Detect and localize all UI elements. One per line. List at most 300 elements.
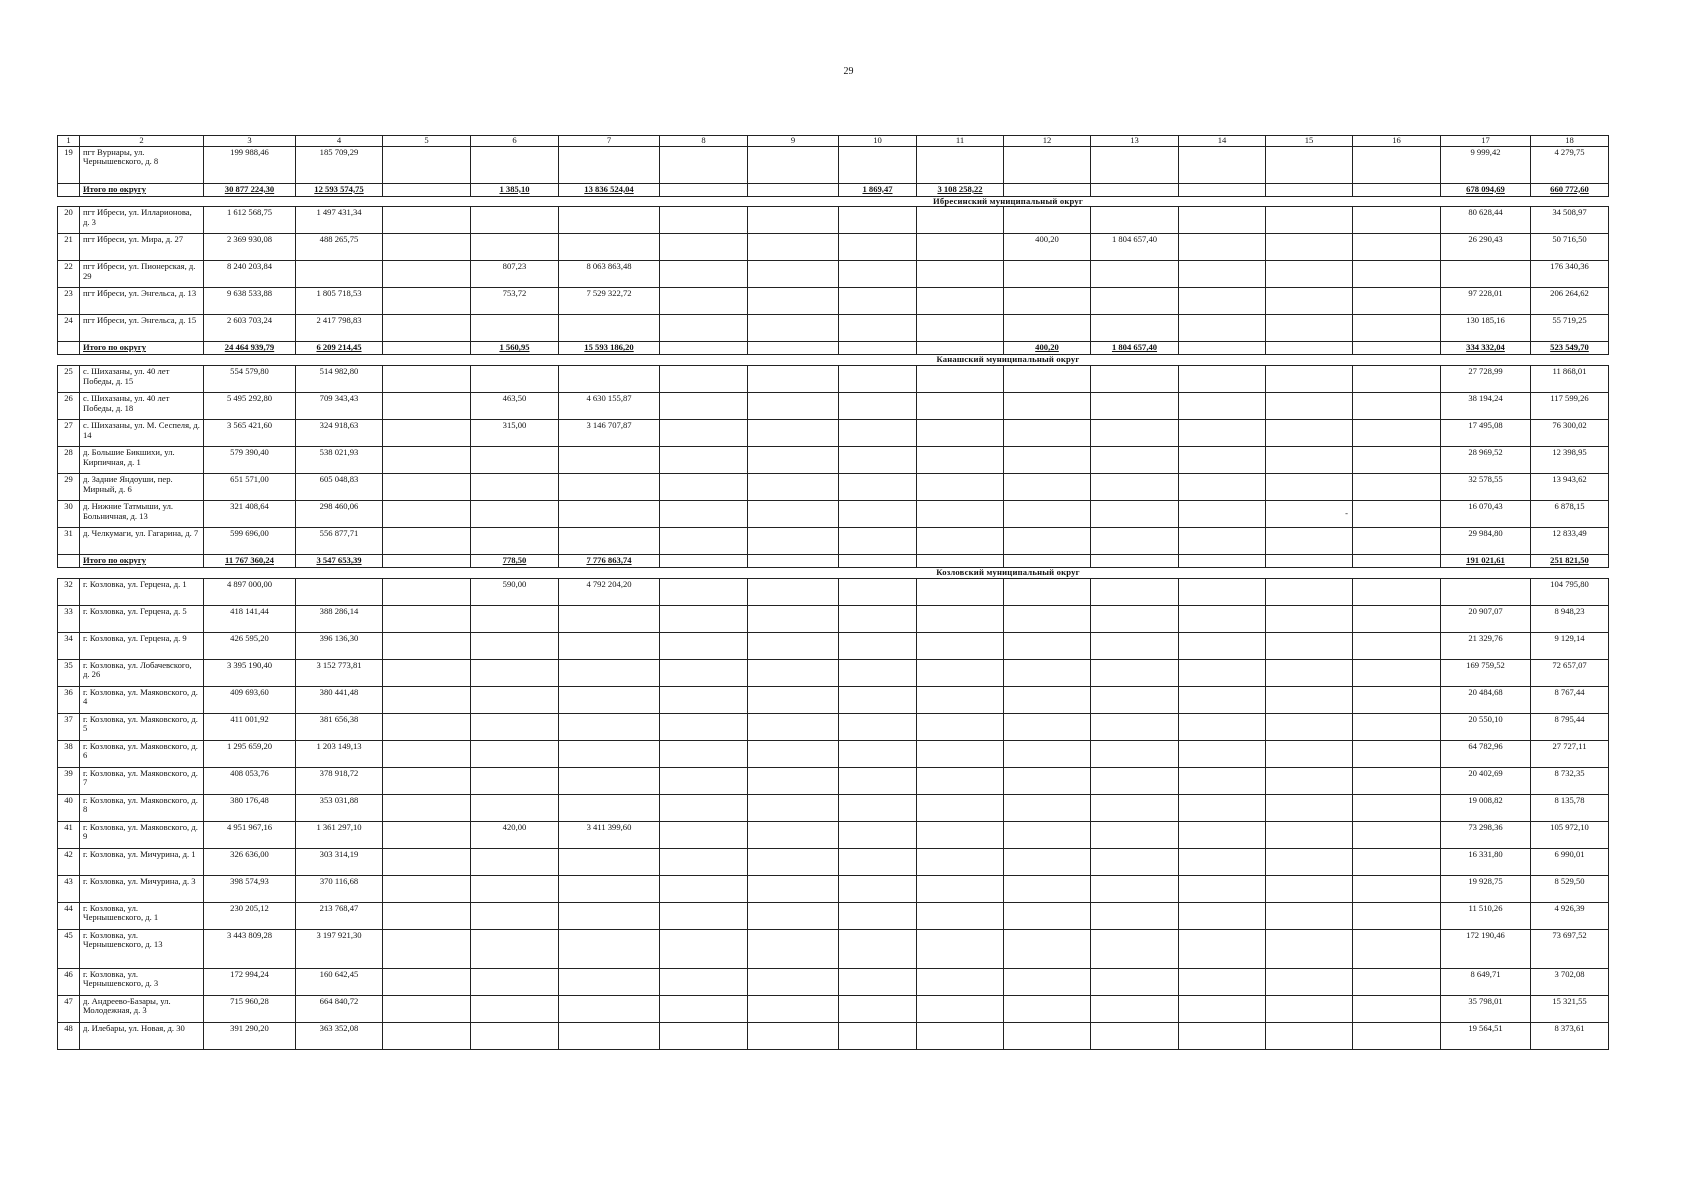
table-cell: 590,00 [471,578,559,605]
table-cell: 1 612 568,75 [204,207,296,234]
table-cell [559,794,660,821]
total-cell [1004,183,1091,196]
table-cell: 185 709,29 [296,146,383,183]
table-cell: 12 398,95 [1531,446,1609,473]
table-cell: 9 999,42 [1441,146,1531,183]
table-cell [1004,315,1091,342]
table-cell [383,146,471,183]
row-number: 33 [58,605,80,632]
total-cell: 660 772,60 [1531,183,1609,196]
table-cell [471,686,559,713]
table-row [58,929,1609,968]
table-cell: 4 630 155,87 [559,392,660,419]
table-cell [748,315,839,342]
table-cell [1179,929,1266,968]
table-cell [660,261,748,288]
table-cell [917,659,1004,686]
table-cell: 381 656,38 [296,713,383,740]
table-cell [917,473,1004,500]
table-cell [1091,605,1179,632]
table-cell [1179,1022,1266,1049]
table-cell: 206 264,62 [1531,288,1609,315]
district-title-text: Канашский муниципальный округ [936,354,1080,365]
table-cell: 1 497 431,34 [296,207,383,234]
table-cell [1091,848,1179,875]
total-cell [660,183,748,196]
table-cell [1179,767,1266,794]
table-cell: 380 441,48 [296,686,383,713]
table-cell [748,821,839,848]
total-cell: 1 869,47 [839,183,917,196]
table-cell [471,794,559,821]
table-cell [471,848,559,875]
table-row [58,875,1609,902]
table-cell: 418 141,44 [204,605,296,632]
table-cell [1179,446,1266,473]
column-number: 10 [839,136,917,147]
table-cell [1179,234,1266,261]
table-cell: 176 340,36 [1531,261,1609,288]
table-cell: 378 918,72 [296,767,383,794]
address-cell: с. Шихазаны, ул. 40 лет Победы, д. 18 [80,392,204,419]
table-cell: 172 994,24 [204,968,296,995]
table-cell [748,288,839,315]
total-cell [1179,183,1266,196]
total-label: Итого по округу [80,183,204,196]
address-cell: д. Челкумаги, ул. Гагарина, д. 7 [80,527,204,554]
table-cell: 8 063 863,48 [559,261,660,288]
total-cell: 1 385,10 [471,183,559,196]
table-cell [917,392,1004,419]
table-cell [917,527,1004,554]
table-row [58,995,1609,1022]
table-cell [748,995,839,1022]
table-cell [1266,875,1353,902]
table-cell [559,207,660,234]
table-cell [559,315,660,342]
table-cell: 7 529 322,72 [559,288,660,315]
table-cell: 4 951 967,16 [204,821,296,848]
table-cell: 104 795,80 [1531,578,1609,605]
table-cell [839,578,917,605]
table-cell: 1 203 149,13 [296,740,383,767]
total-cell: 12 593 574,75 [296,183,383,196]
table-cell [559,713,660,740]
table-cell [917,632,1004,659]
table-cell [1266,686,1353,713]
table-cell [839,740,917,767]
table-row [58,527,1609,554]
table-cell [383,929,471,968]
table-cell [660,146,748,183]
table-cell [917,578,1004,605]
table-cell [471,365,559,392]
column-number: 15 [1266,136,1353,147]
table-cell [296,261,383,288]
table-cell [660,686,748,713]
table-cell [383,365,471,392]
table-cell: 213 768,47 [296,902,383,929]
table-cell: 411 001,92 [204,713,296,740]
table-cell [839,659,917,686]
table-cell [748,392,839,419]
table-cell [1353,527,1441,554]
table-cell: 420,00 [471,821,559,848]
table-cell [1179,288,1266,315]
table-cell [383,740,471,767]
table-cell [1091,473,1179,500]
table-cell [917,968,1004,995]
table-cell: 1 805 718,53 [296,288,383,315]
table-cell [1179,527,1266,554]
column-number: 18 [1531,136,1609,147]
table-cell [559,659,660,686]
table-cell: 73 298,36 [1441,821,1531,848]
table-cell: 8 135,78 [1531,794,1609,821]
table-cell [748,146,839,183]
table-row [58,473,1609,500]
funding-table [57,135,1609,1050]
table-cell: 72 657,07 [1531,659,1609,686]
table-cell [1004,713,1091,740]
table-cell [1266,968,1353,995]
table-cell [1091,659,1179,686]
total-cell [1353,342,1441,355]
table-cell: 32 578,55 [1441,473,1531,500]
table-cell [748,500,839,527]
address-cell: пгт Ибреси, ул. Мира, д. 27 [80,234,204,261]
address-cell: г. Козловка, ул. Чернышевского, д. 3 [80,968,204,995]
total-cell: 678 094,69 [1441,183,1531,196]
table-cell [383,392,471,419]
column-number: 4 [296,136,383,147]
address-cell: г. Козловка, ул. Мичурина, д. 3 [80,875,204,902]
total-cell [383,342,471,355]
table-cell [1179,821,1266,848]
table-cell: 16 070,43 [1441,500,1531,527]
table-cell: 20 484,68 [1441,686,1531,713]
district-total-row [58,342,1609,355]
table-cell [1353,875,1441,902]
table-row [58,500,1609,527]
table-cell [1004,740,1091,767]
table-cell [839,261,917,288]
table-cell [1004,929,1091,968]
total-cell [383,554,471,567]
row-number: 22 [58,261,80,288]
table-cell [383,1022,471,1049]
table-cell [383,713,471,740]
table-cell [660,794,748,821]
table-cell [383,632,471,659]
table-cell [1266,288,1353,315]
table-cell [1091,446,1179,473]
table-cell [660,605,748,632]
table-cell [1266,446,1353,473]
table-cell: 391 290,20 [204,1022,296,1049]
column-number: 17 [1441,136,1531,147]
table-cell [1091,968,1179,995]
table-cell [559,968,660,995]
table-cell: 321 408,64 [204,500,296,527]
table-cell: 17 495,08 [1441,419,1531,446]
table-cell: 19 008,82 [1441,794,1531,821]
table-cell [660,500,748,527]
table-cell [1266,767,1353,794]
column-number: 6 [471,136,559,147]
table-cell: 76 300,02 [1531,419,1609,446]
table-cell [1091,995,1179,1022]
column-number: 7 [559,136,660,147]
table-cell [1004,446,1091,473]
table-cell [1091,767,1179,794]
table-cell: 160 642,45 [296,968,383,995]
table-cell [748,632,839,659]
table-cell [839,875,917,902]
table-cell [1004,578,1091,605]
table-cell [1266,1022,1353,1049]
table-cell: 13 943,62 [1531,473,1609,500]
address-cell: с. Шихазаны, ул. 40 лет Победы, д. 15 [80,365,204,392]
table-cell: 324 918,63 [296,419,383,446]
table-cell [559,500,660,527]
table-cell [1266,632,1353,659]
table-cell [748,767,839,794]
table-cell [839,767,917,794]
table-cell [660,288,748,315]
row-number: 27 [58,419,80,446]
table-cell [1004,207,1091,234]
table-cell [1353,902,1441,929]
address-cell: с. Шихазаны, ул. М. Сеспеля, д. 14 [80,419,204,446]
total-cell [839,342,917,355]
table-cell: 130 185,16 [1441,315,1531,342]
district-title-text: Ибресинский муниципальный округ [933,196,1083,206]
table-cell: 19 928,75 [1441,875,1531,902]
address-cell: пгт Ибреси, ул. Пионерская, д. 29 [80,261,204,288]
address-cell: г. Козловка, ул. Герцена, д. 5 [80,605,204,632]
table-cell [917,1022,1004,1049]
row-number: 45 [58,929,80,968]
table-cell [917,419,1004,446]
table-cell [660,1022,748,1049]
table-cell [1353,446,1441,473]
table-cell [383,288,471,315]
row-number: 44 [58,902,80,929]
row-number [58,342,80,355]
table-cell: 1 295 659,20 [204,740,296,767]
table-cell [1266,821,1353,848]
table-cell [1266,578,1353,605]
table-cell: 6 878,15 [1531,500,1609,527]
table-cell [559,767,660,794]
table-cell [660,740,748,767]
table-cell [1353,473,1441,500]
table-cell [1004,794,1091,821]
table-cell [839,365,917,392]
district-section-row [58,196,1609,207]
table-cell [471,605,559,632]
table-cell [1179,578,1266,605]
table-cell [383,767,471,794]
table-cell [1266,365,1353,392]
total-cell: 400,20 [1004,342,1091,355]
row-number: 37 [58,713,80,740]
table-cell [839,605,917,632]
column-number: 16 [1353,136,1441,147]
row-number: 48 [58,1022,80,1049]
table-row [58,392,1609,419]
table-cell [917,929,1004,968]
row-number: 41 [58,821,80,848]
table-cell [1353,234,1441,261]
table-cell [839,207,917,234]
total-label: Итого по округу [80,554,204,567]
table-cell [748,740,839,767]
column-number: 12 [1004,136,1091,147]
table-cell [1266,234,1353,261]
table-cell [1004,632,1091,659]
table-cell: 27 727,11 [1531,740,1609,767]
table-cell [1004,848,1091,875]
table-cell [917,315,1004,342]
table-cell: 105 972,10 [1531,821,1609,848]
table-cell [1179,419,1266,446]
table-cell: 20 550,10 [1441,713,1531,740]
table-cell [839,473,917,500]
table-cell [471,500,559,527]
table-cell [839,500,917,527]
table-cell [471,527,559,554]
table-cell [383,794,471,821]
table-cell [1091,632,1179,659]
table-cell [1266,392,1353,419]
table-cell [471,446,559,473]
address-cell: г. Козловка, ул. Маяковского, д. 8 [80,794,204,821]
address-cell: г. Козловка, ул. Маяковского, д. 4 [80,686,204,713]
row-number: 32 [58,578,80,605]
table-cell: 538 021,93 [296,446,383,473]
table-cell [559,446,660,473]
row-number: 28 [58,446,80,473]
table-cell: 1 361 297,10 [296,821,383,848]
table-cell [383,527,471,554]
table-cell [1004,500,1091,527]
table-cell [1179,392,1266,419]
table-cell: 8 767,44 [1531,686,1609,713]
table-cell: 514 982,80 [296,365,383,392]
table-cell: 29 984,80 [1441,527,1531,554]
table-cell: 409 693,60 [204,686,296,713]
table-cell [1266,261,1353,288]
table-cell [1091,365,1179,392]
row-number: 20 [58,207,80,234]
total-cell [917,554,1004,567]
total-cell: 24 464 939,79 [204,342,296,355]
table-cell: 1 804 657,40 [1091,234,1179,261]
table-cell: 3 443 809,28 [204,929,296,968]
row-number: 39 [58,767,80,794]
table-cell [296,578,383,605]
district-section-title [58,196,1609,207]
table-cell [1266,146,1353,183]
total-cell [1179,342,1266,355]
table-cell [559,365,660,392]
table-cell [839,527,917,554]
table-cell [471,146,559,183]
table-cell: 9 129,14 [1531,632,1609,659]
total-cell [1353,554,1441,567]
table-cell [1179,995,1266,1022]
column-number-row [58,136,1609,147]
table-cell [1004,902,1091,929]
table-cell: 15 321,55 [1531,995,1609,1022]
row-number: 23 [58,288,80,315]
total-cell: 1 560,95 [471,342,559,355]
table-cell: 315,00 [471,419,559,446]
table-cell: 3 702,08 [1531,968,1609,995]
table-cell [660,473,748,500]
table-cell [471,207,559,234]
row-number: 31 [58,527,80,554]
address-cell: пгт Ибреси, ул. Энгельса, д. 13 [80,288,204,315]
table-cell: 8 732,35 [1531,767,1609,794]
table-cell: 2 417 798,83 [296,315,383,342]
column-number: 3 [204,136,296,147]
table-cell [1179,686,1266,713]
table-cell [660,875,748,902]
table-cell [839,632,917,659]
table-cell [1091,261,1179,288]
table-cell [1353,995,1441,1022]
table-cell [1266,995,1353,1022]
total-cell [1353,183,1441,196]
address-cell: г. Козловка, ул. Лобачевского, д. 26 [80,659,204,686]
total-label: Итого по округу [80,342,204,355]
table-cell [1004,527,1091,554]
table-cell [1179,713,1266,740]
table-cell [1091,794,1179,821]
table-cell [748,527,839,554]
total-cell [1266,183,1353,196]
table-cell [1004,288,1091,315]
table-cell [1091,288,1179,315]
table-cell [839,902,917,929]
table-cell [559,632,660,659]
table-cell [1004,767,1091,794]
table-cell: 20 402,69 [1441,767,1531,794]
table-cell [559,1022,660,1049]
table-cell [748,968,839,995]
table-cell [1266,794,1353,821]
table-cell [1353,365,1441,392]
address-cell: пгт Ибреси, ул. Илларионова, д. 3 [80,207,204,234]
table-cell [660,578,748,605]
table-cell [383,234,471,261]
address-cell: пгт Ибреси, ул. Энгельса, д. 15 [80,315,204,342]
table-cell [1179,632,1266,659]
table-cell [1266,207,1353,234]
table-cell [1353,315,1441,342]
total-cell: 13 836 524,04 [559,183,660,196]
column-number: 1 [58,136,80,147]
table-cell [1179,848,1266,875]
table-cell [660,713,748,740]
table-cell: 605 048,83 [296,473,383,500]
table-cell [559,875,660,902]
table-row [58,207,1609,234]
table-cell [748,419,839,446]
